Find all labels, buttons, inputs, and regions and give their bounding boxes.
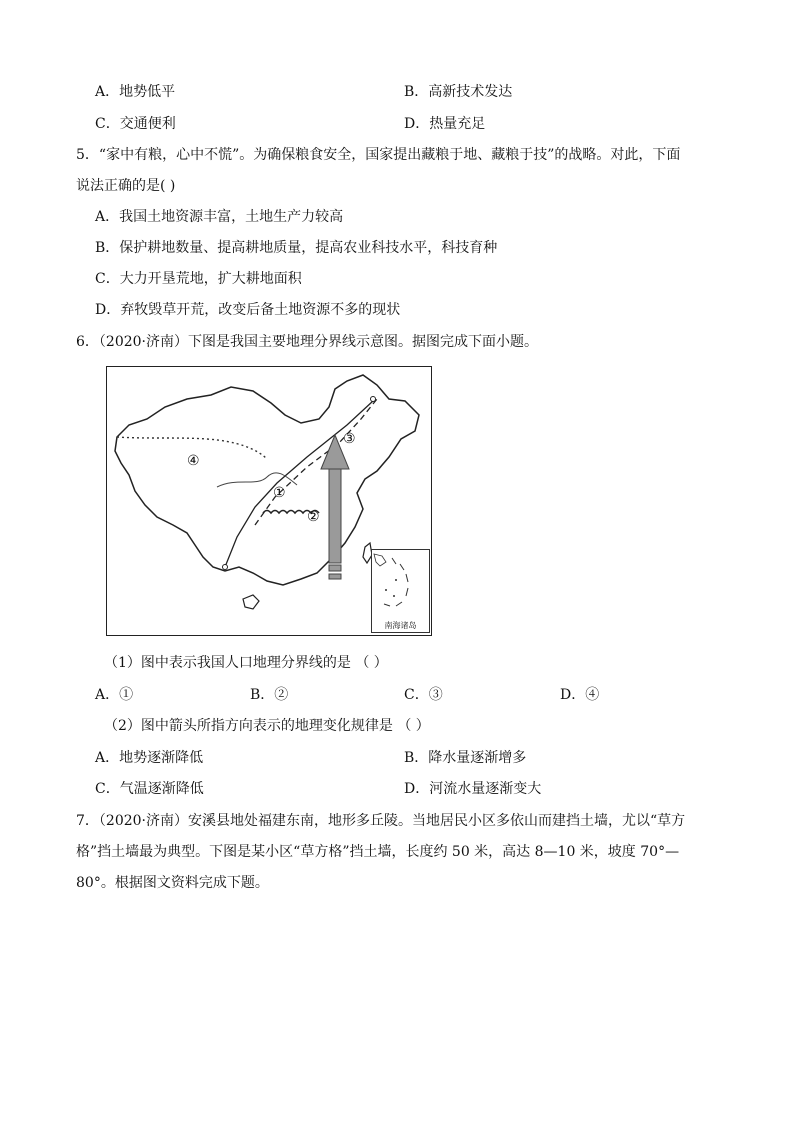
q4-option-a: A．地势低平 [95,84,176,100]
q6-sub1-option-b: B．② [250,687,289,703]
line-1-solid [225,401,373,567]
q7-line2: 格”挡土墙最为典型。下图是某小区“草方格”挡土墙，长度约 50 米，高达 8—10 米，坡度 70°— [76,844,680,860]
hainan-island [243,595,259,609]
q5-option-b: B．保护耕地数量、提高耕地质量，提高农业科技水平，科技育种 [95,240,498,256]
q6-sub2-option-a: A．地势逐渐降低 [95,750,204,766]
q6-sub2-option-b: B．降水量逐渐增多 [404,750,527,766]
inset-label: 南海诸岛 [384,621,417,630]
line-endpoint-south [223,565,228,570]
q6-sub2-option-d: D．河流水量逐渐变大 [404,781,542,797]
inset-boundary-dashes [384,558,408,606]
q4-option-b: B．高新技术发达 [404,84,513,100]
map-label-3: ③ [343,431,356,447]
q6-sub2-stem: （2）图中箭头所指方向表示的地理变化规律是 （ ） [104,718,430,734]
q4-option-c: C．交通便利 [95,116,176,132]
q5-option-a: A．我国土地资源丰富，土地生产力较高 [95,209,344,225]
map-label-1: ① [273,485,286,501]
q6-sub1-option-c: C．③ [404,687,443,703]
q5-stem-line2: 说法正确的是( ) [76,178,176,194]
map-label-2: ② [307,509,320,525]
arrow-shaft [329,467,341,563]
q6-sub1-option-d: D．④ [560,687,600,703]
arrow-tail-block-1 [329,565,341,571]
q6-stem: 6．（2020·济南）下图是我国主要地理分界线示意图。据图完成下面小题。 [76,334,538,350]
q5-stem-line1: 5．“家中有粮，心中不慌”。为确保粮食安全，国家提出藏粮于地、藏粮于技”的战略。对此，下面 [76,147,681,163]
arrow-tail-block-2 [329,574,341,579]
q4-option-d: D．热量充足 [404,116,486,132]
map-label-4: ④ [187,453,200,469]
q6-sub1-option-a: A．① [95,687,134,703]
q6-sub2-option-c: C．气温逐渐降低 [95,781,204,797]
china-boundary-map [106,366,432,636]
q7-line1: 7．（2020·济南）安溪县地处福建东南，地形多丘陵。当地居民小区多依山而建挡土墙，尤以“草方 [76,813,686,829]
q5-option-d: D．弃牧毁草开荒，改变后备土地资源不多的现状 [95,302,401,318]
south-china-sea-inset [371,549,430,633]
line-endpoint-north [371,397,376,402]
q7-line3: 80°。根据图文资料完成下题。 [76,875,269,891]
q6-sub1-stem: （1）图中表示我国人口地理分界线的是 （ ） [104,655,388,671]
inset-coast [374,554,386,566]
q5-option-c: C．大力开垦荒地，扩大耕地面积 [95,271,302,287]
inset-drawing [372,550,429,620]
